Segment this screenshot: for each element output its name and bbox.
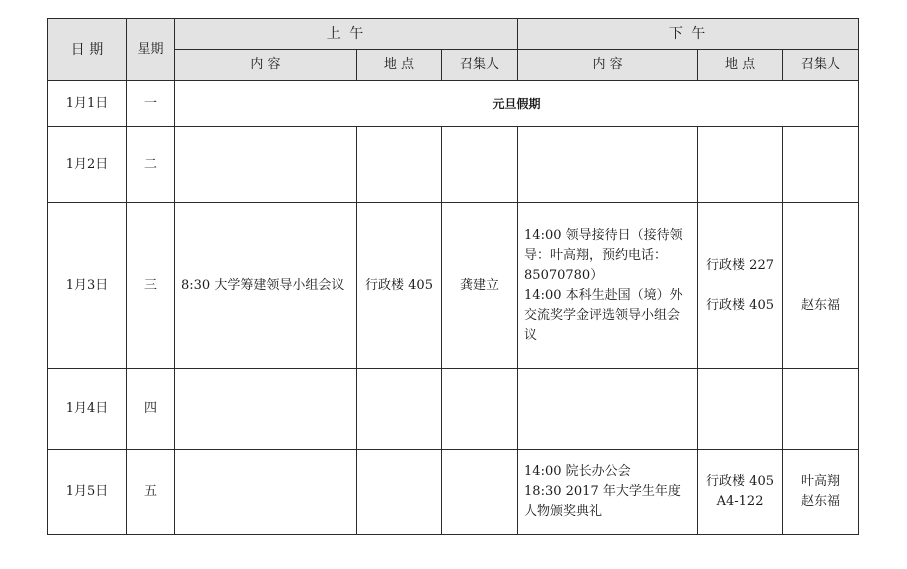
- weekday-cell: 三: [127, 203, 175, 369]
- header-pm-location: 地 点: [698, 50, 783, 81]
- pm-convener-item-1: 叶高翔: [801, 474, 841, 489]
- table-row: [48, 369, 859, 450]
- date-cell: 1月3日: [48, 203, 127, 369]
- weekday-cell: 二: [127, 127, 175, 203]
- pm-content-cell: [518, 203, 698, 369]
- header-pm-convener: 召集人: [783, 50, 859, 81]
- pm-location-item-2: A4-122: [716, 494, 764, 509]
- pm-content-item-1: 14:00 领导接待日（接待领导：叶高翔，预约电话：85070780）: [524, 227, 683, 283]
- table-row: [48, 127, 859, 203]
- header-date: 日 期: [48, 19, 127, 81]
- pm-location-item-2: 行政楼 405: [706, 297, 774, 313]
- pm-content-cell: [518, 450, 698, 535]
- pm-location-cell: [698, 203, 783, 369]
- header-morning: 上 午: [175, 19, 518, 50]
- pm-convener-cell: [783, 369, 859, 450]
- pm-content-item-2: 14:00 本科生赴国（境）外交流奖学金评选领导小组会议: [524, 287, 683, 343]
- pm-location-cell: [698, 450, 783, 535]
- am-content-cell: [175, 369, 357, 450]
- pm-location-cell: [698, 369, 783, 450]
- header-afternoon: 下 午: [518, 19, 859, 50]
- am-location-cell: [357, 369, 442, 450]
- pm-content-cell: [518, 369, 698, 450]
- schedule-table: [47, 18, 859, 535]
- am-content-cell: [175, 450, 357, 535]
- am-convener-cell: [442, 127, 518, 203]
- weekday-cell: 四: [127, 369, 175, 450]
- pm-content-item-2: 18:30 2017 年大学生年度人物颁奖典礼: [524, 484, 681, 519]
- pm-convener-cell: [783, 203, 859, 369]
- header-pm-content: 内 容: [518, 50, 698, 81]
- table-row: [48, 450, 859, 535]
- pm-content-item-1: 14:00 院长办公会: [524, 464, 631, 479]
- pm-convener-cell: [783, 127, 859, 203]
- pm-convener-item: 赵东福: [801, 297, 841, 313]
- weekday-cell: 五: [127, 450, 175, 535]
- am-content-cell: 8:30 大学筹建领导小组会议: [175, 203, 357, 369]
- header-am-convener: 召集人: [442, 50, 518, 81]
- holiday-cell: 元旦假期: [175, 81, 859, 127]
- am-convener-cell: 龚建立: [442, 203, 518, 369]
- am-convener-cell: [442, 369, 518, 450]
- header-am-location: 地 点: [357, 50, 442, 81]
- date-cell: 1月5日: [48, 450, 127, 535]
- pm-content-cell: [518, 127, 698, 203]
- pm-convener-item-2: 赵东福: [801, 494, 841, 509]
- date-cell: 1月2日: [48, 127, 127, 203]
- date-cell: 1月1日: [48, 81, 127, 127]
- table-row: [48, 203, 859, 369]
- header-am-content: 内 容: [175, 50, 357, 81]
- am-convener-cell: [442, 450, 518, 535]
- date-cell: 1月4日: [48, 369, 127, 450]
- weekday-cell: 一: [127, 81, 175, 127]
- am-location-cell: 行政楼 405: [357, 203, 442, 369]
- pm-convener-cell: [783, 450, 859, 535]
- am-content-cell: [175, 127, 357, 203]
- pm-location-item-1: 行政楼 227: [706, 257, 774, 273]
- am-location-cell: [357, 450, 442, 535]
- pm-location-item-1: 行政楼 405: [706, 474, 774, 489]
- header-weekday: 星期: [127, 19, 175, 81]
- am-location-cell: [357, 127, 442, 203]
- pm-location-cell: [698, 127, 783, 203]
- table-row: [48, 81, 859, 127]
